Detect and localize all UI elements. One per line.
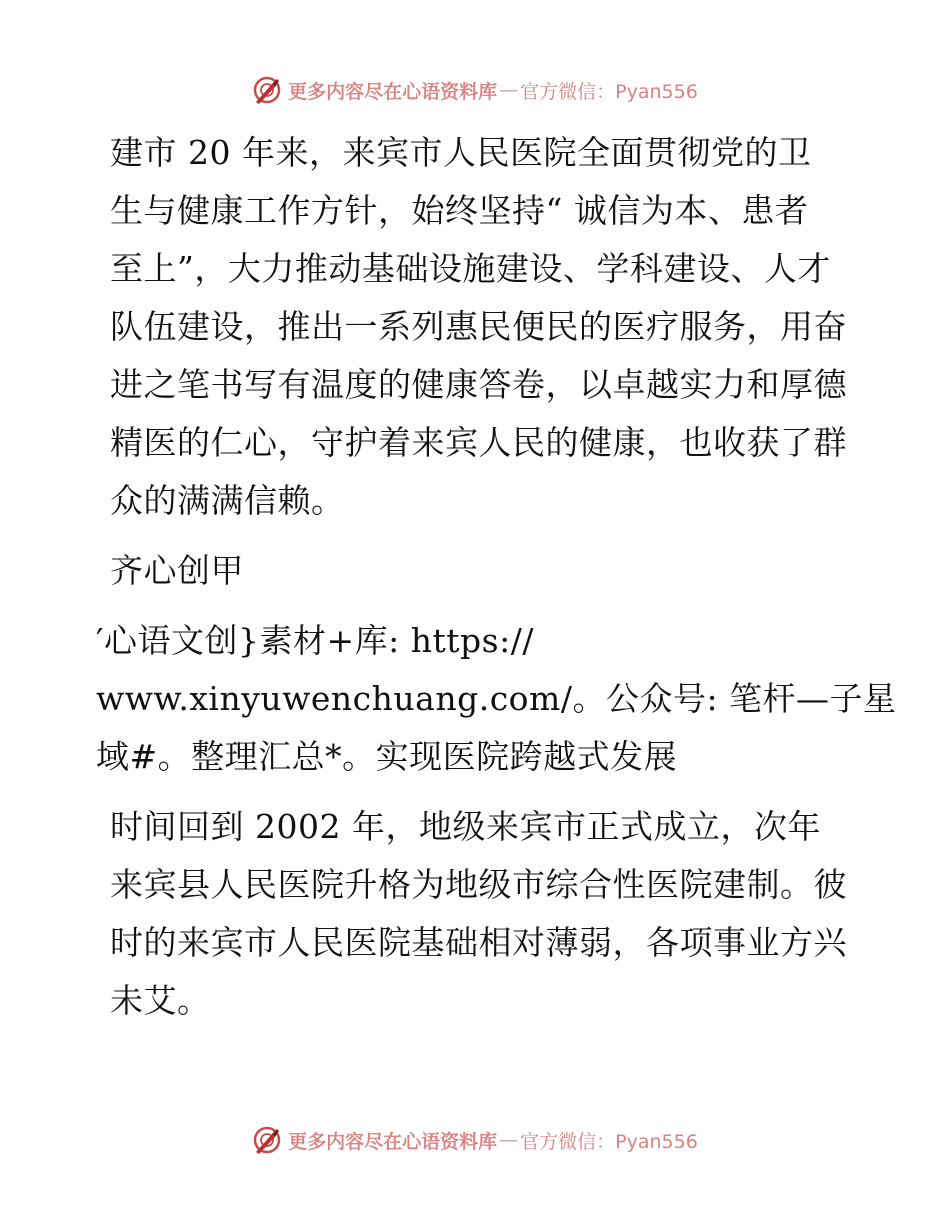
watermark-header	[0, 70, 950, 110]
paragraph-history	[96, 798, 856, 1030]
watermark-footer	[0, 1120, 950, 1160]
text-line: 时的来宾市人民医院基础相对薄弱，各项事业方兴	[110, 923, 847, 962]
pen-logo-icon	[252, 1125, 282, 1155]
text-line: ′心语文创}素材+库: https://	[96, 621, 534, 660]
document-body	[96, 124, 897, 1042]
watermark-text: 更多内容尽在心语资料库	[288, 80, 498, 103]
section-heading	[96, 542, 856, 600]
text-line: 时间回到 2002 年，地级来宾市正式成立，次年	[110, 807, 821, 846]
text-line: www.xinyuwenchuang.com/。公众号: 笔杆—子星	[96, 679, 897, 718]
text-line: 域#。整理汇总*。实现医院跨越式发展	[96, 737, 678, 776]
pen-logo-icon	[252, 75, 282, 105]
paragraph-source-note	[96, 612, 897, 786]
watermark-wechat: 官方微信：Pyan556	[520, 1130, 698, 1153]
text-line: 未艾。	[110, 981, 211, 1020]
text-line: 队伍建设，推出一系列惠民便民的医疗服务，用奋	[110, 307, 847, 346]
text-line: 来宾县人民医院升格为地级市综合性医院建制。彼	[110, 865, 847, 904]
watermark-text: 更多内容尽在心语资料库	[288, 1130, 498, 1153]
text-line: 进之笔书写有温度的健康答卷，以卓越实力和厚德	[110, 365, 847, 404]
text-line: 众的满满信赖。	[110, 481, 345, 520]
watermark-separator: —	[499, 1129, 519, 1151]
text-line: 生与健康工作方针，始终坚持“ 诚信为本、患者	[110, 191, 809, 230]
text-line: 至上”，大力推动基础设施建设、学科建设、人才	[110, 249, 831, 288]
text-line: 建市 20 年来，来宾市人民医院全面贯彻党的卫	[110, 133, 812, 172]
text-line: 精医的仁心，守护着来宾人民的健康，也收获了群	[110, 423, 847, 462]
heading-line: 齐心创甲	[110, 551, 244, 590]
paragraph-intro	[96, 124, 856, 530]
watermark-separator: —	[499, 79, 519, 101]
watermark-wechat: 官方微信：Pyan556	[520, 80, 698, 103]
